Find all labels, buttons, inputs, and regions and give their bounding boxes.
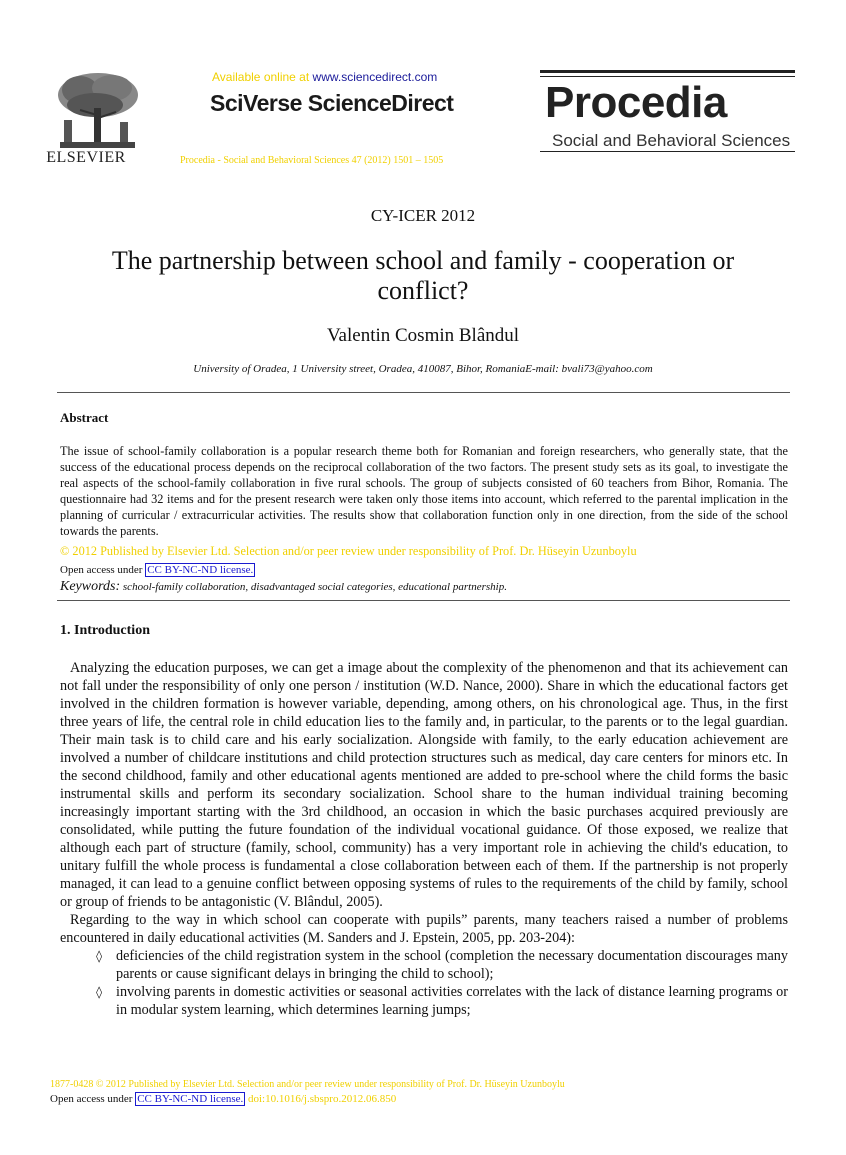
keywords-label: Keywords: [60,579,121,594]
list-item [60,983,788,1019]
footer-issn-line: 1877-0428 © 2012 Published by Elsevier Ltd. Selection and/or peer review under responsibility of Prof. Dr. Hüseyin Uzunboylu [50,1079,565,1090]
journal-subtitle: Social and Behavioral Sciences [552,131,791,150]
introduction-paragraph-2: Regarding to the way in which school can cooperate with pupils” parents, many teachers raised a number of problems encountered in daily educational activities (M. Sanders and J. Epstein, 2005, pp. 203-204): [60,912,788,946]
divider-bottom [57,600,790,601]
open-access-line [60,564,255,576]
keywords-line [60,579,507,595]
abstract-heading: Abstract [60,410,109,425]
availability-prefix: Available online at [212,70,313,84]
conference-name: CY-ICER 2012 [370,206,476,225]
journal-logo: Procedia [545,78,727,127]
author-affiliation: University of Oradea, 1 University street, Oradea, 410087, Bihor, RomaniaE-mail: bvali73@yahoo.com [193,363,653,375]
introduction-paragraph-1: Analyzing the education purposes, we can get a image about the complexity of the phenomenon and that its achievement can not fall under the responsibility of only one person / institution (W.D. Nance, 2000). Share in which the educational factors get involved in the children formation is however variable, depending, among others, on his chronological age. Thus, in the first three years of life, the central role in child education lies to the family and, in particular, to the parents or to the legal guardian. Their main task is to child care and his early socialization. Alongside with family, to the early education achievement are involved a number of childcare institutions and child protection structures such as medical, day care centers for minors etc. In the second childhood, family and other educational agents mentioned are added to pre-school where the child forms the basic instrumental skills and perform its secondary socialization. School share to the human individual training becoming increasingly important starting with the 3rd childhood, an occasion in which the basic purchases acquired previously are consolidated, while putting the future foundation of the individual vocational guidance. Of those exposed, we realize that although each part of structure (family, school, community) has a very important role in achieving the child's education, to unitary fulfill the whole process is fundamental a close collaboration between each of them. If the partnership is not properly managed, it can lead to a genuine conflict between opposing systems of rules to the requirements of the child by family, school or group of friends to be antagonistic (V. Blândul, 2005). [60,660,788,910]
open-access-prefix: Open access under [60,564,146,576]
section-heading-introduction: 1. Introduction [60,623,150,638]
journal-reference: Procedia - Social and Behavioral Sciences 47 (2012) 1501 – 1505 [180,155,444,166]
copyright-line: © 2012 Published by Elsevier Ltd. Selection and/or peer review under responsibility of Prof. Dr. Hüseyin Uzunboylu [60,544,637,558]
sciencedirect-link[interactable]: www.sciencedirect.com [312,70,438,84]
author-name: Valentin Cosmin Blândul [326,325,520,346]
publisher-name: ELSEVIER [46,149,126,166]
introduction-body [60,659,788,1019]
keywords-text: school-family collaboration, disadvantaged social categories, educational partnership. [120,581,507,593]
diamond-bullet-icon: ◊ [96,985,102,999]
abstract-text: The issue of school-family collaboration is a popular research theme both for Romanian and foreign researchers, who generally state, that the success of the educational process depends on the reciprocal collaboration of the two factors. The present study sets as its goal, to investigate the real aspects of the school-family collaboration in five rural schools. The group of subjects consisted of 60 teachers from Bihor, Romania. The questionnaire had 32 items and for the present research were taken only those items into account, which referred to the parental implication in the planning of curricular / extracurricular activities. The results show that collaboration function only in one direction, from the side of the school towards the parents. [60,444,788,538]
sciverse-logo: SciVerse ScienceDirect [210,90,454,116]
divider-top [57,392,790,393]
journal-rule [540,151,795,152]
list-item-text: involving parents in domestic activities or seasonal activities correlates with the lack of distance learning programs or in modular system learning, which determines learning jumps; [116,984,788,1018]
paper-title: The partnership between school and family - cooperation or conflict? [111,246,735,305]
header-rule-thick [540,70,795,73]
footer-doi[interactable]: doi:10.1016/j.sbspro.2012.06.850 [248,1093,397,1105]
footer-license-link[interactable]: CC BY-NC-ND license. [137,1093,244,1105]
diamond-bullet-icon: ◊ [96,949,102,963]
header-rule-thin [540,76,795,77]
list-item [60,947,788,983]
license-link[interactable]: CC BY-NC-ND license. [147,564,254,576]
footer-open-access-prefix: Open access under [50,1093,136,1105]
list-item-text: deficiencies of the child registration system in the school (completion the necessary documentation discourages many parents or cause significant delays in bringing the child to school); [116,948,788,982]
availability-line [212,70,437,84]
footer-open-access-line [50,1093,396,1105]
